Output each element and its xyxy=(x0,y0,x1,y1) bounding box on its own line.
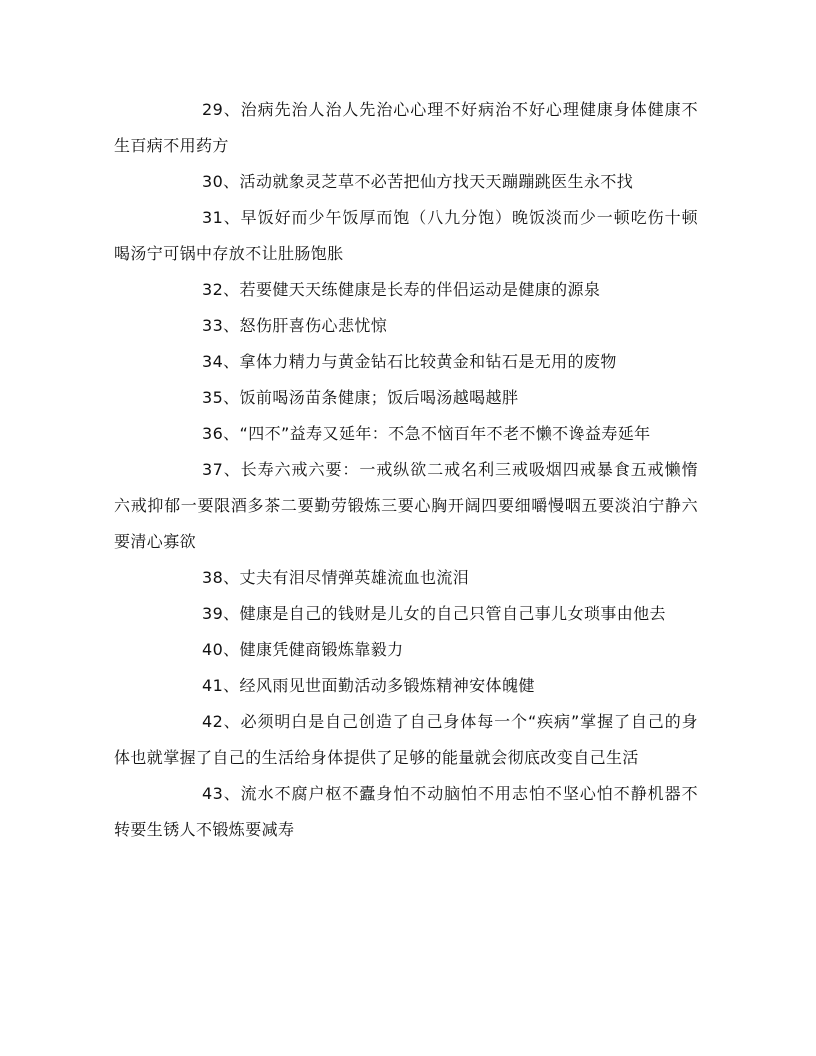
paragraph-40: 40、健康凭健商锻炼靠毅力 xyxy=(202,640,404,659)
paragraph-36: 36、“四不”益寿又延年：不急不恼百年不老不懒不谗益寿延年 xyxy=(202,424,651,443)
paragraph-33: 33、怒伤肝喜伤心悲忧惊 xyxy=(202,316,388,335)
paragraph-29: 29、治病先治人治人先治心心理不好病治不好心理健康身体健康不生百病不用药方 xyxy=(114,100,698,155)
paragraph-32: 32、若要健天天练健康是长寿的伴侣运动是健康的源泉 xyxy=(202,280,601,299)
paragraph-43: 43、流水不腐户枢不蠹身怕不动脑怕不用志怕不坚心怕不静机器不转要生锈人不锻炼要减寿 xyxy=(114,784,698,839)
paragraph-41: 41、经风雨见世面勤活动多锻炼精神安体魄健 xyxy=(202,676,535,695)
paragraph-37: 37、长寿六戒六要：一戒纵欲二戒名利三戒吸烟四戒暴食五戒懒惰六戒抑郁一要限酒多茶二要勤劳锻炼三要心胸开阔四要细嚼慢咽五要淡泊宁静六要清心寡欲 xyxy=(114,460,698,551)
paragraph-39: 39、健康是自己的钱财是儿女的自己只管自己事儿女琐事由他去 xyxy=(202,604,666,623)
paragraph-35: 35、饭前喝汤苗条健康；饭后喝汤越喝越胖 xyxy=(202,388,519,407)
paragraph-31: 31、早饭好而少午饭厚而饱（八九分饱）晚饭淡而少一顿吃伤十顿喝汤宁可锅中存放不让肚肠饱胀 xyxy=(114,208,698,263)
paragraph-30: 30、活动就象灵芝草不必苦把仙方找天天蹦蹦跳医生永不找 xyxy=(202,172,634,191)
paragraph-34: 34、拿体力精力与黄金钻石比较黄金和钻石是无用的废物 xyxy=(202,352,617,371)
paragraph-38: 38、丈夫有泪尽情弹英雄流血也流泪 xyxy=(202,568,470,587)
document-body xyxy=(114,92,698,848)
paragraph-42: 42、必须明白是自己创造了自己身体每一个“疾病”掌握了自己的身体也就掌握了自己的生活给身体提供了足够的能量就会彻底改变自己生活 xyxy=(114,712,698,767)
